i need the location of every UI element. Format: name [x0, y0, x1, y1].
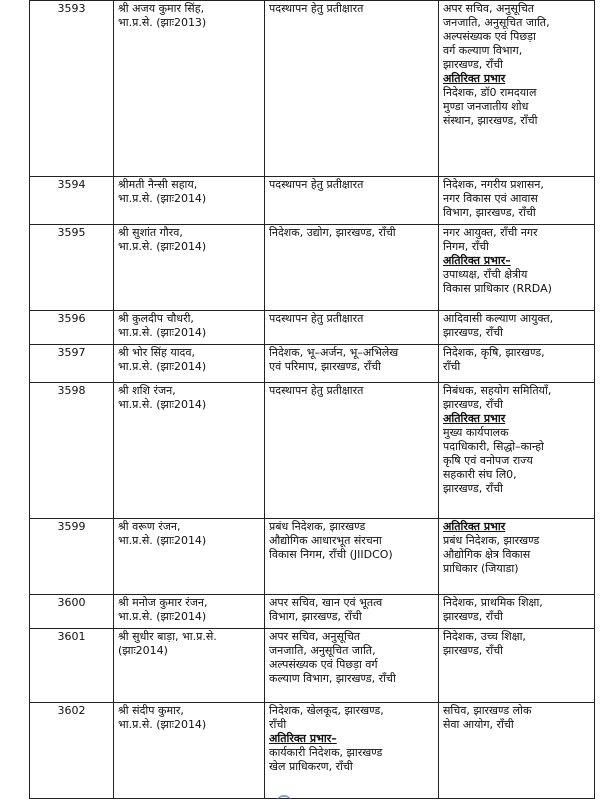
transfer-table	[29, 0, 595, 799]
text-line: निदेशक, भू–अर्जन, भू–अभिलेख	[269, 346, 399, 359]
text-line: निबंधक, सहयोग समितियाँ,	[443, 384, 552, 397]
officer-service: भा.प्र.से. (झाः2014)	[118, 398, 207, 411]
table-row	[30, 177, 595, 225]
text-line: अल्पसंख्यक एवं पिछड़ा	[443, 30, 536, 43]
officer-name: श्री वरूण रंजन,	[118, 520, 181, 533]
new-post-cell	[439, 345, 595, 383]
text-line: विकास निगम, राँची (JIIDCO)	[269, 548, 393, 561]
additional-charge-label: अतिरिक्त प्रभार	[443, 412, 506, 425]
text-line: जनजाति, अनुसूचित जाति,	[443, 16, 550, 29]
text-line: एवं परिमाप, झारखण्ड, राँची	[269, 360, 381, 373]
officer-name: श्री भोर सिंह यादव,	[118, 346, 196, 359]
order-number: 3599	[30, 519, 114, 595]
officer-cell	[114, 225, 265, 311]
officer-cell	[114, 519, 265, 595]
text-line: निदेशक, उद्योग, झारखण्ड, राँची	[269, 226, 396, 239]
officer-cell	[114, 177, 265, 225]
officer-name: श्री शशि रंजन,	[118, 384, 176, 397]
text-line: संस्थान, झारखण्ड, राँची	[443, 114, 538, 127]
text-line: वर्ग कल्याण विभाग,	[443, 44, 523, 57]
text-line: जनजाति, अनुसूचित जाति,	[269, 644, 376, 657]
text-line: पदस्थापन हेतु प्रतीक्षारत	[269, 178, 364, 191]
officer-service: भा.प्र.से. (झाः2014)	[118, 534, 207, 547]
order-number: 3601	[30, 629, 114, 703]
text-line: प्राधिकार (जियाडा)	[443, 562, 519, 575]
table-row	[30, 1, 595, 177]
officer-cell	[114, 1, 265, 177]
officer-name: श्रीमती नैन्सी सहाय,	[118, 178, 198, 191]
text-line: पदाधिकारी, सिद्धो–कान्हो	[443, 440, 544, 453]
text-line: झारखण्ड, राँची	[443, 58, 503, 71]
new-post-cell	[439, 629, 595, 703]
current-post-cell	[265, 629, 439, 703]
text-line: सहकारी संघ लि0,	[443, 468, 517, 481]
new-post-cell	[439, 519, 595, 595]
current-post-cell	[265, 703, 439, 799]
current-post-cell	[265, 595, 439, 629]
order-number: 3595	[30, 225, 114, 311]
table-row	[30, 703, 595, 799]
text-line: निदेशक, कृषि, झारखण्ड,	[443, 346, 545, 359]
text-line: औद्योगिक आधारभूत संरचना	[269, 534, 382, 547]
table-row	[30, 629, 595, 703]
page-mark-icon	[277, 795, 291, 806]
officer-name: श्री संदीप कुमार,	[118, 704, 184, 717]
additional-charge-label: अतिरिक्त प्रभार–	[443, 254, 511, 267]
text-line: कार्यकारी निदेशक, झारखण्ड	[269, 746, 383, 759]
text-line: निदेशक, उच्च शिक्षा,	[443, 630, 526, 643]
text-line: खेल प्राधिकरण, राँची	[269, 760, 353, 773]
additional-charge-label: अतिरिक्त प्रभार	[443, 520, 506, 533]
text-line: राँची	[443, 360, 461, 373]
text-line: सेवा आयोग, राँची	[443, 718, 514, 731]
officer-service: भा.प्र.से. (झाः2014)	[118, 360, 207, 373]
text-line: मुख्य कार्यपालक	[443, 426, 509, 439]
text-line: नगर विकास एवं आवास	[443, 192, 538, 205]
text-line: राँची	[269, 718, 287, 731]
text-line: पदस्थापन हेतु प्रतीक्षारत	[269, 312, 364, 325]
current-post-cell	[265, 1, 439, 177]
text-line: विभाग, झारखण्ड, राँची	[443, 206, 536, 219]
officer-name: श्री सुधीर बाड़ा, भा.प्र.से.	[118, 630, 217, 643]
officer-service: भा.प्र.से. (झाः2014)	[118, 240, 207, 253]
text-line: झारखण्ड, राँची	[443, 398, 503, 411]
new-post-cell	[439, 703, 595, 799]
current-post-cell	[265, 225, 439, 311]
text-line: पदस्थापन हेतु प्रतीक्षारत	[269, 2, 364, 15]
order-number: 3596	[30, 311, 114, 345]
text-line: औद्योगिक क्षेत्र विकास	[443, 548, 531, 561]
text-line: निगम, राँची	[443, 240, 489, 253]
table-row	[30, 383, 595, 519]
officer-service: भा.प्र.से. (झाः2014)	[118, 718, 207, 731]
text-line: सचिव, झारखण्ड लोक	[443, 704, 532, 717]
officer-name: श्री सुशांत गौरव,	[118, 226, 183, 239]
text-line: विभाग, झारखण्ड, राँची	[269, 610, 362, 623]
officer-name: श्री अजय कुमार सिंह,	[118, 2, 205, 15]
text-line: कृषि एवं वनोपज राज्य	[443, 454, 533, 467]
officer-cell	[114, 345, 265, 383]
order-number: 3602	[30, 703, 114, 799]
additional-charge-label: अतिरिक्त प्रभार–	[269, 732, 337, 745]
new-post-cell	[439, 595, 595, 629]
officer-service: भा.प्र.से. (झाः2014)	[118, 192, 207, 205]
text-line: निदेशक, प्राथमिक शिक्षा,	[443, 596, 543, 609]
additional-charge-label: अतिरिक्त प्रभार	[443, 72, 506, 85]
table-row	[30, 225, 595, 311]
table-row	[30, 345, 595, 383]
text-line: झारखण्ड, राँची	[443, 610, 503, 623]
text-line: निदेशक, डॉ0 रामदयाल	[443, 86, 537, 99]
order-number: 3598	[30, 383, 114, 519]
new-post-cell	[439, 311, 595, 345]
table-row	[30, 519, 595, 595]
officer-service: भा.प्र.से. (झाः2014)	[118, 610, 207, 623]
text-line: नगर आयुक्त, राँची नगर	[443, 226, 538, 239]
officer-service: भा.प्र.से. (झाः2014)	[118, 326, 207, 339]
text-line: प्रबंध निदेशक, झारखण्ड	[269, 520, 366, 533]
order-number: 3594	[30, 177, 114, 225]
text-line: पदस्थापन हेतु प्रतीक्षारत	[269, 384, 364, 397]
officer-service: (झाः2014)	[118, 644, 168, 657]
order-number: 3593	[30, 1, 114, 177]
officer-cell	[114, 629, 265, 703]
officer-name: श्री कुलदीप चौधरी,	[118, 312, 194, 325]
new-post-cell	[439, 1, 595, 177]
new-post-cell	[439, 383, 595, 519]
officer-cell	[114, 383, 265, 519]
current-post-cell	[265, 311, 439, 345]
officer-service: भा.प्र.से. (झाः2013)	[118, 16, 207, 29]
order-number: 3600	[30, 595, 114, 629]
table-row	[30, 311, 595, 345]
text-line: अल्पसंख्यक एवं पिछड़ा वर्ग	[269, 658, 378, 671]
officer-cell	[114, 703, 265, 799]
text-line: कल्याण विभाग, झारखण्ड, राँची	[269, 672, 396, 685]
text-line: विकास प्राधिकार (RRDA)	[443, 282, 552, 295]
text-line: अपर सचिव, खान एवं भूतत्व	[269, 596, 383, 609]
text-line: आदिवासी कल्याण आयुक्त,	[443, 312, 554, 325]
text-line: झारखण्ड, राँची	[443, 326, 503, 339]
text-line: झारखण्ड, राँची	[443, 644, 503, 657]
text-line: उपाध्यक्ष, राँची क्षेत्रीय	[443, 268, 528, 281]
text-line: प्रबंध निदेशक, झारखण्ड	[443, 534, 540, 547]
order-number: 3597	[30, 345, 114, 383]
current-post-cell	[265, 383, 439, 519]
text-line: झारखण्ड, राँची	[443, 482, 503, 495]
text-line: अपर सचिव, अनुसूचित	[269, 630, 361, 643]
current-post-cell	[265, 519, 439, 595]
text-line: अपर सचिव, अनुसूचित	[443, 2, 535, 15]
text-line: निदेशक, नगरीय प्रशासन,	[443, 178, 544, 191]
current-post-cell	[265, 177, 439, 225]
current-post-cell	[265, 345, 439, 383]
officer-name: श्री मनोज कुमार रंजन,	[118, 596, 208, 609]
new-post-cell	[439, 225, 595, 311]
new-post-cell	[439, 177, 595, 225]
text-line: मुण्डा जनजातीय शोध	[443, 100, 529, 113]
table-row	[30, 595, 595, 629]
officer-cell	[114, 311, 265, 345]
officer-cell	[114, 595, 265, 629]
text-line: निदेशक, खेलकूद, झारखण्ड,	[269, 704, 384, 717]
